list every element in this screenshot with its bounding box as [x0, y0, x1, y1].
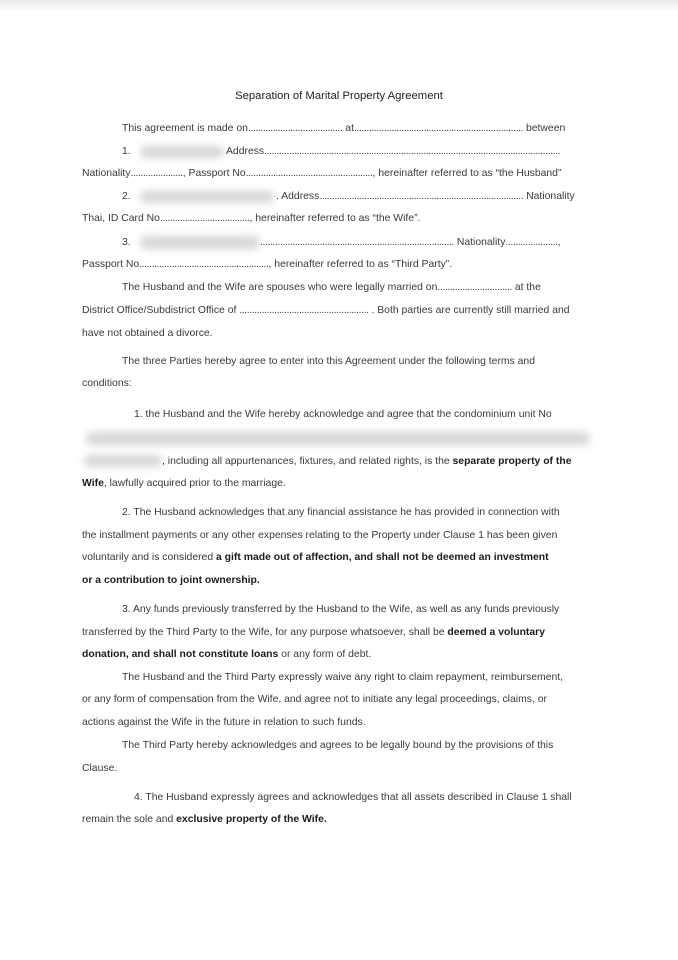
party1-passport-blank: ................................................... [245, 168, 373, 179]
clause2-voluntarily: voluntarily and is considered [82, 552, 216, 563]
party2-hereinafter: , hereinafter referred to as “the Wife”. [249, 213, 421, 224]
document-title: Separation of Marital Property Agreement [235, 90, 443, 102]
clause1-appurtenances: , including all appurtenances, fixtures, and related rights, is the [162, 456, 453, 467]
clause3-line-2 [82, 626, 545, 640]
clause2-line-1: 2. The Husband acknowledges that any financial assistance he has provided in connection with [122, 507, 560, 518]
clause3-line-1: 3. Any funds previously transferred by the Husband to the Wife, as well as any funds previously [122, 604, 560, 615]
party2-number: 2. [122, 191, 131, 202]
clause3-donation: donation, and shall not constitute loans [82, 649, 279, 660]
spouses-line-1 [122, 281, 541, 295]
clause2-gift: a gift made out of affection, and shall not be deemed an investment [216, 552, 549, 563]
party3-hereinafter: , hereinafter referred to as “Third Party”. [268, 259, 453, 270]
party2-address-blank: .................................................................................. [319, 191, 524, 202]
party3-details-line [82, 258, 452, 272]
clause1-line-3 [162, 455, 571, 469]
clause3-waive-line-2: or any form of compensation from the Wife, and agree not to initiate any legal proceedings, claims, or [82, 694, 547, 705]
intro-place-blank: .................................................................... [353, 123, 524, 134]
intro-at: at [342, 123, 354, 134]
clause3-waive-line-3: actions against the Wife in the future in relation to such funds. [82, 717, 366, 728]
spouses-text: The Husband and the Wife are spouses who were legally married on [122, 282, 438, 293]
intro-date-blank: ...................................... [247, 123, 343, 134]
party3-comma: , [557, 237, 561, 248]
clause2-line-2: the installment payments or any other expenses relating to the Property under Clause 1 has been given [82, 530, 558, 541]
party2-address-line [276, 190, 575, 204]
clause2-line-4: or a contribution to joint ownership. [82, 575, 260, 586]
clause1-separate-property: separate property of the [452, 456, 572, 467]
agree-line-2: conditions: [82, 378, 132, 389]
party1-address-line [226, 145, 560, 159]
party3-nationality-label: Nationality [453, 237, 506, 248]
clause1-line-1: 1. the Husband and the Wife hereby acknowledge and agree that the condominium unit No [134, 409, 552, 420]
clause3-debt: or any form of debt. [278, 649, 372, 660]
party1-passport-label: , Passport No [182, 168, 246, 179]
party1-number: 1. [122, 146, 131, 157]
clause4-exclusive-property: exclusive property of the Wife. [176, 814, 327, 825]
intro-between: between [523, 123, 566, 134]
party2-address-label: . Address [276, 191, 320, 202]
party1-address-label: Address [226, 146, 265, 157]
party1-address-blank: ....................................................................................................................... [264, 146, 561, 157]
party3-nationality-line [260, 236, 561, 250]
clause3-waive-line-1: The Husband and the Third Party expressly waive any right to claim repayment, reimbursement, [122, 672, 564, 683]
party2-details-line [82, 212, 420, 226]
page-top-shadow [0, 0, 678, 12]
party2-id-label: Thai, ID Card No [82, 213, 160, 224]
redacted-condo-details [86, 432, 590, 445]
clause1-wife: Wife [82, 478, 104, 489]
redacted-condo-details-2 [84, 455, 162, 467]
district-office-blank: .................................................... [239, 305, 369, 316]
clause4-line-1: 4. The Husband expressly agrees and acknowledges that all assets described in Clause 1 shall [134, 792, 572, 803]
party3-passport-label: Passport No [82, 259, 140, 270]
party3-passport-blank: .................................................... [139, 259, 269, 270]
party2-nationality-label: Nationality [523, 191, 575, 202]
clause2-line-3 [82, 551, 549, 565]
redacted-husband-name [140, 146, 224, 158]
spouses-still-married: . Both parties are currently still married and [368, 305, 570, 316]
party1-details-line [82, 167, 561, 181]
spouses-at: at the [511, 282, 541, 293]
clause3-deemed-voluntary: deemed a voluntary [447, 627, 545, 638]
clause3-line-3 [82, 648, 371, 662]
party3-number: 3. [122, 237, 131, 248]
party1-hereinafter: , hereinafter referred to as “the Husband” [372, 168, 562, 179]
party2-id-blank: .................................... [159, 213, 250, 224]
party3-nationality-blank: ..................... [505, 237, 558, 248]
marriage-date-blank: .............................. [437, 282, 512, 293]
intro-made-on: This agreement is made on [122, 123, 248, 134]
clause3-bound-line-1: The Third Party hereby acknowledges and agrees to be legally bound by the provisions of this [122, 740, 554, 751]
clause3-bound-line-2: Clause. [82, 763, 118, 774]
intro-line [122, 122, 565, 136]
clause1-line-4 [82, 477, 286, 491]
party1-nationality-blank: ..................... [130, 168, 183, 179]
clause4-remain: remain the sole and [82, 814, 177, 825]
spouses-line-2 [82, 304, 570, 318]
clause4-line-2 [82, 813, 327, 827]
spouses-line-3: have not obtained a divorce. [82, 328, 213, 339]
clause3-transferred: transferred by the Third Party to the Wife, for any purpose whatsoever, shall be [82, 627, 448, 638]
district-office-label: District Office/Subdistrict Office of [82, 305, 240, 316]
clause1-acquired: , lawfully acquired prior to the marriage. [103, 478, 286, 489]
party1-nationality-label: Nationality [82, 168, 131, 179]
redacted-third-party-name [140, 236, 260, 249]
agree-line-1: The three Parties hereby agree to enter into this Agreement under the following terms and [122, 356, 535, 367]
party3-name-blank: .............................................................................. [260, 237, 454, 248]
redacted-wife-name [140, 191, 274, 203]
